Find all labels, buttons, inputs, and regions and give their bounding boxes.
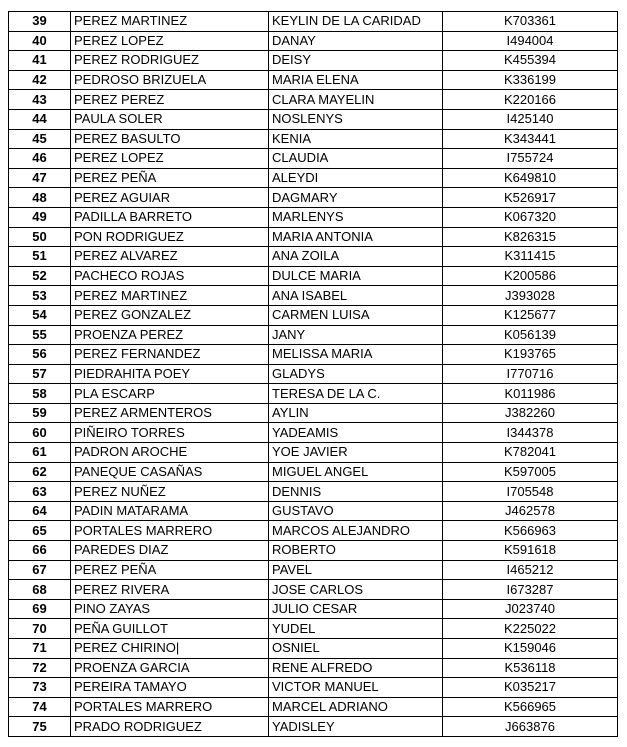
table-row xyxy=(9,384,618,404)
given-name-cell: TERESA DE LA C. xyxy=(269,384,443,404)
surname-cell: PEREZ RIVERA xyxy=(71,580,269,600)
surname-cell: PADRON AROCHE xyxy=(71,443,269,463)
id-code-cell: K566965 xyxy=(443,697,618,717)
table-row xyxy=(9,599,618,619)
id-code-cell: I770716 xyxy=(443,364,618,384)
row-number-cell: 72 xyxy=(9,658,71,678)
given-name-cell: DEISY xyxy=(269,51,443,71)
surname-cell: PEÑA GUILLOT xyxy=(71,619,269,639)
surname-cell: PADILLA BARRETO xyxy=(71,207,269,227)
given-name-cell: AYLIN xyxy=(269,403,443,423)
table-row xyxy=(9,423,618,443)
row-number-cell: 49 xyxy=(9,207,71,227)
given-name-cell: OSNIEL xyxy=(269,639,443,659)
row-number-cell: 60 xyxy=(9,423,71,443)
id-code-cell: K536118 xyxy=(443,658,618,678)
row-number-cell: 57 xyxy=(9,364,71,384)
row-number-cell: 40 xyxy=(9,31,71,51)
surname-cell: PEREZ MARTINEZ xyxy=(71,286,269,306)
given-name-cell: VICTOR MANUEL xyxy=(269,678,443,698)
given-name-cell: MELISSA MARIA xyxy=(269,345,443,365)
row-number-cell: 44 xyxy=(9,109,71,129)
surname-cell: PLA ESCARP xyxy=(71,384,269,404)
given-name-cell: ANA ISABEL xyxy=(269,286,443,306)
id-code-cell: K035217 xyxy=(443,678,618,698)
surname-cell: PACHECO ROJAS xyxy=(71,266,269,286)
given-name-cell: JANY xyxy=(269,325,443,345)
id-code-cell: K225022 xyxy=(443,619,618,639)
surname-cell: PEREZ AGUIAR xyxy=(71,188,269,208)
id-code-cell: J382260 xyxy=(443,403,618,423)
table-row xyxy=(9,482,618,502)
given-name-cell: YOE JAVIER xyxy=(269,443,443,463)
table-row xyxy=(9,31,618,51)
given-name-cell: GUSTAVO xyxy=(269,501,443,521)
row-number-cell: 65 xyxy=(9,521,71,541)
table-row xyxy=(9,580,618,600)
row-number-cell: 71 xyxy=(9,639,71,659)
surname-cell: PEDROSO BRIZUELA xyxy=(71,70,269,90)
id-code-cell: K826315 xyxy=(443,227,618,247)
given-name-cell: JOSE CARLOS xyxy=(269,580,443,600)
row-number-cell: 55 xyxy=(9,325,71,345)
row-number-cell: 42 xyxy=(9,70,71,90)
given-name-cell: DANAY xyxy=(269,31,443,51)
given-name-cell: DULCE MARIA xyxy=(269,266,443,286)
row-number-cell: 56 xyxy=(9,345,71,365)
given-name-cell: GLADYS xyxy=(269,364,443,384)
id-code-cell: I494004 xyxy=(443,31,618,51)
surname-cell: PORTALES MARRERO xyxy=(71,521,269,541)
given-name-cell: MARLENYS xyxy=(269,207,443,227)
given-name-cell: KEYLIN DE LA CARIDAD xyxy=(269,12,443,32)
table-row xyxy=(9,560,618,580)
surname-cell: PEREZ ARMENTEROS xyxy=(71,403,269,423)
surname-cell: PEREZ BASULTO xyxy=(71,129,269,149)
surname-cell: PEREZ PEÑA xyxy=(71,560,269,580)
row-number-cell: 50 xyxy=(9,227,71,247)
id-code-cell: I465212 xyxy=(443,560,618,580)
row-number-cell: 59 xyxy=(9,403,71,423)
given-name-cell: MARIA ANTONIA xyxy=(269,227,443,247)
id-code-cell: J663876 xyxy=(443,717,618,737)
given-name-cell: ROBERTO xyxy=(269,541,443,561)
surname-cell: PEREZ FERNANDEZ xyxy=(71,345,269,365)
row-number-cell: 45 xyxy=(9,129,71,149)
table-row xyxy=(9,678,618,698)
surname-cell: PEREZ CHIRINO| xyxy=(71,639,269,659)
id-code-cell: K311415 xyxy=(443,247,618,267)
id-code-cell: I425140 xyxy=(443,109,618,129)
table-row xyxy=(9,364,618,384)
surname-cell: PEREIRA TAMAYO xyxy=(71,678,269,698)
given-name-cell: MARCOS ALEJANDRO xyxy=(269,521,443,541)
table-row xyxy=(9,639,618,659)
table-row xyxy=(9,462,618,482)
row-number-cell: 39 xyxy=(9,12,71,32)
given-name-cell: DENNIS xyxy=(269,482,443,502)
surname-cell: PEREZ GONZALEZ xyxy=(71,305,269,325)
table-row xyxy=(9,188,618,208)
row-number-cell: 51 xyxy=(9,247,71,267)
surname-cell: PEREZ PEREZ xyxy=(71,90,269,110)
given-name-cell: YADISLEY xyxy=(269,717,443,737)
table-body xyxy=(9,12,618,737)
surname-cell: PEREZ LOPEZ xyxy=(71,31,269,51)
table-row xyxy=(9,207,618,227)
table-row xyxy=(9,345,618,365)
table-row xyxy=(9,109,618,129)
given-name-cell: ANA ZOILA xyxy=(269,247,443,267)
given-name-cell: ALEYDI xyxy=(269,168,443,188)
surname-cell: PEREZ LOPEZ xyxy=(71,149,269,169)
id-code-cell: K649810 xyxy=(443,168,618,188)
table-row xyxy=(9,149,618,169)
surname-cell: PADIN MATARAMA xyxy=(71,501,269,521)
id-code-cell: J023740 xyxy=(443,599,618,619)
table-row xyxy=(9,12,618,32)
given-name-cell: YADEAMIS xyxy=(269,423,443,443)
name-list-table xyxy=(8,11,618,737)
surname-cell: PEREZ NUÑEZ xyxy=(71,482,269,502)
table-row xyxy=(9,619,618,639)
id-code-cell: K566963 xyxy=(443,521,618,541)
given-name-cell: PAVEL xyxy=(269,560,443,580)
id-code-cell: I344378 xyxy=(443,423,618,443)
row-number-cell: 67 xyxy=(9,560,71,580)
row-number-cell: 66 xyxy=(9,541,71,561)
table-row xyxy=(9,51,618,71)
id-code-cell: K455394 xyxy=(443,51,618,71)
given-name-cell: CLARA MAYELIN xyxy=(269,90,443,110)
row-number-cell: 43 xyxy=(9,90,71,110)
given-name-cell: CLAUDIA xyxy=(269,149,443,169)
row-number-cell: 58 xyxy=(9,384,71,404)
id-code-cell: K220166 xyxy=(443,90,618,110)
row-number-cell: 52 xyxy=(9,266,71,286)
surname-cell: PROENZA PEREZ xyxy=(71,325,269,345)
surname-cell: PROENZA GARCIA xyxy=(71,658,269,678)
table-row xyxy=(9,227,618,247)
table-row xyxy=(9,443,618,463)
row-number-cell: 68 xyxy=(9,580,71,600)
row-number-cell: 75 xyxy=(9,717,71,737)
table-row xyxy=(9,129,618,149)
id-code-cell: K782041 xyxy=(443,443,618,463)
given-name-cell: RENE ALFREDO xyxy=(269,658,443,678)
given-name-cell: YUDEL xyxy=(269,619,443,639)
id-code-cell: K343441 xyxy=(443,129,618,149)
table-row xyxy=(9,717,618,737)
row-number-cell: 47 xyxy=(9,168,71,188)
table-row xyxy=(9,168,618,188)
table-row xyxy=(9,90,618,110)
id-code-cell: K526917 xyxy=(443,188,618,208)
row-number-cell: 64 xyxy=(9,501,71,521)
table-row xyxy=(9,70,618,90)
row-number-cell: 70 xyxy=(9,619,71,639)
surname-cell: PEREZ PEÑA xyxy=(71,168,269,188)
surname-cell: PINO ZAYAS xyxy=(71,599,269,619)
given-name-cell: DAGMARY xyxy=(269,188,443,208)
table-row xyxy=(9,325,618,345)
row-number-cell: 46 xyxy=(9,149,71,169)
row-number-cell: 73 xyxy=(9,678,71,698)
id-code-cell: K056139 xyxy=(443,325,618,345)
row-number-cell: 53 xyxy=(9,286,71,306)
row-number-cell: 69 xyxy=(9,599,71,619)
table-row xyxy=(9,697,618,717)
id-code-cell: I673287 xyxy=(443,580,618,600)
id-code-cell: J462578 xyxy=(443,501,618,521)
given-name-cell: MIGUEL ANGEL xyxy=(269,462,443,482)
id-code-cell: K591618 xyxy=(443,541,618,561)
surname-cell: PEREZ RODRIGUEZ xyxy=(71,51,269,71)
id-code-cell: K159046 xyxy=(443,639,618,659)
table-row xyxy=(9,541,618,561)
row-number-cell: 61 xyxy=(9,443,71,463)
table-row xyxy=(9,501,618,521)
id-code-cell: K067320 xyxy=(443,207,618,227)
table-row xyxy=(9,247,618,267)
surname-cell: PANEQUE CASAÑAS xyxy=(71,462,269,482)
given-name-cell: KENIA xyxy=(269,129,443,149)
surname-cell: PEREZ ALVAREZ xyxy=(71,247,269,267)
surname-cell: PRADO RODRIGUEZ xyxy=(71,717,269,737)
given-name-cell: JULIO CESAR xyxy=(269,599,443,619)
table-row xyxy=(9,658,618,678)
given-name-cell: MARIA ELENA xyxy=(269,70,443,90)
row-number-cell: 54 xyxy=(9,305,71,325)
table-row xyxy=(9,266,618,286)
surname-cell: PEREZ MARTINEZ xyxy=(71,12,269,32)
id-code-cell: K597005 xyxy=(443,462,618,482)
row-number-cell: 63 xyxy=(9,482,71,502)
surname-cell: PORTALES MARRERO xyxy=(71,697,269,717)
table-row xyxy=(9,286,618,306)
id-code-cell: K336199 xyxy=(443,70,618,90)
id-code-cell: J393028 xyxy=(443,286,618,306)
given-name-cell: NOSLENYS xyxy=(269,109,443,129)
given-name-cell: MARCEL ADRIANO xyxy=(269,697,443,717)
row-number-cell: 48 xyxy=(9,188,71,208)
row-number-cell: 41 xyxy=(9,51,71,71)
surname-cell: PIEDRAHITA POEY xyxy=(71,364,269,384)
id-code-cell: I705548 xyxy=(443,482,618,502)
id-code-cell: K193765 xyxy=(443,345,618,365)
surname-cell: PON RODRIGUEZ xyxy=(71,227,269,247)
row-number-cell: 62 xyxy=(9,462,71,482)
id-code-cell: I755724 xyxy=(443,149,618,169)
given-name-cell: CARMEN LUISA xyxy=(269,305,443,325)
id-code-cell: K125677 xyxy=(443,305,618,325)
surname-cell: PIÑEIRO TORRES xyxy=(71,423,269,443)
surname-cell: PAREDES DIAZ xyxy=(71,541,269,561)
surname-cell: PAULA SOLER xyxy=(71,109,269,129)
row-number-cell: 74 xyxy=(9,697,71,717)
table-row xyxy=(9,305,618,325)
id-code-cell: K200586 xyxy=(443,266,618,286)
table-row xyxy=(9,521,618,541)
table-row xyxy=(9,403,618,423)
id-code-cell: K011986 xyxy=(443,384,618,404)
id-code-cell: K703361 xyxy=(443,12,618,32)
